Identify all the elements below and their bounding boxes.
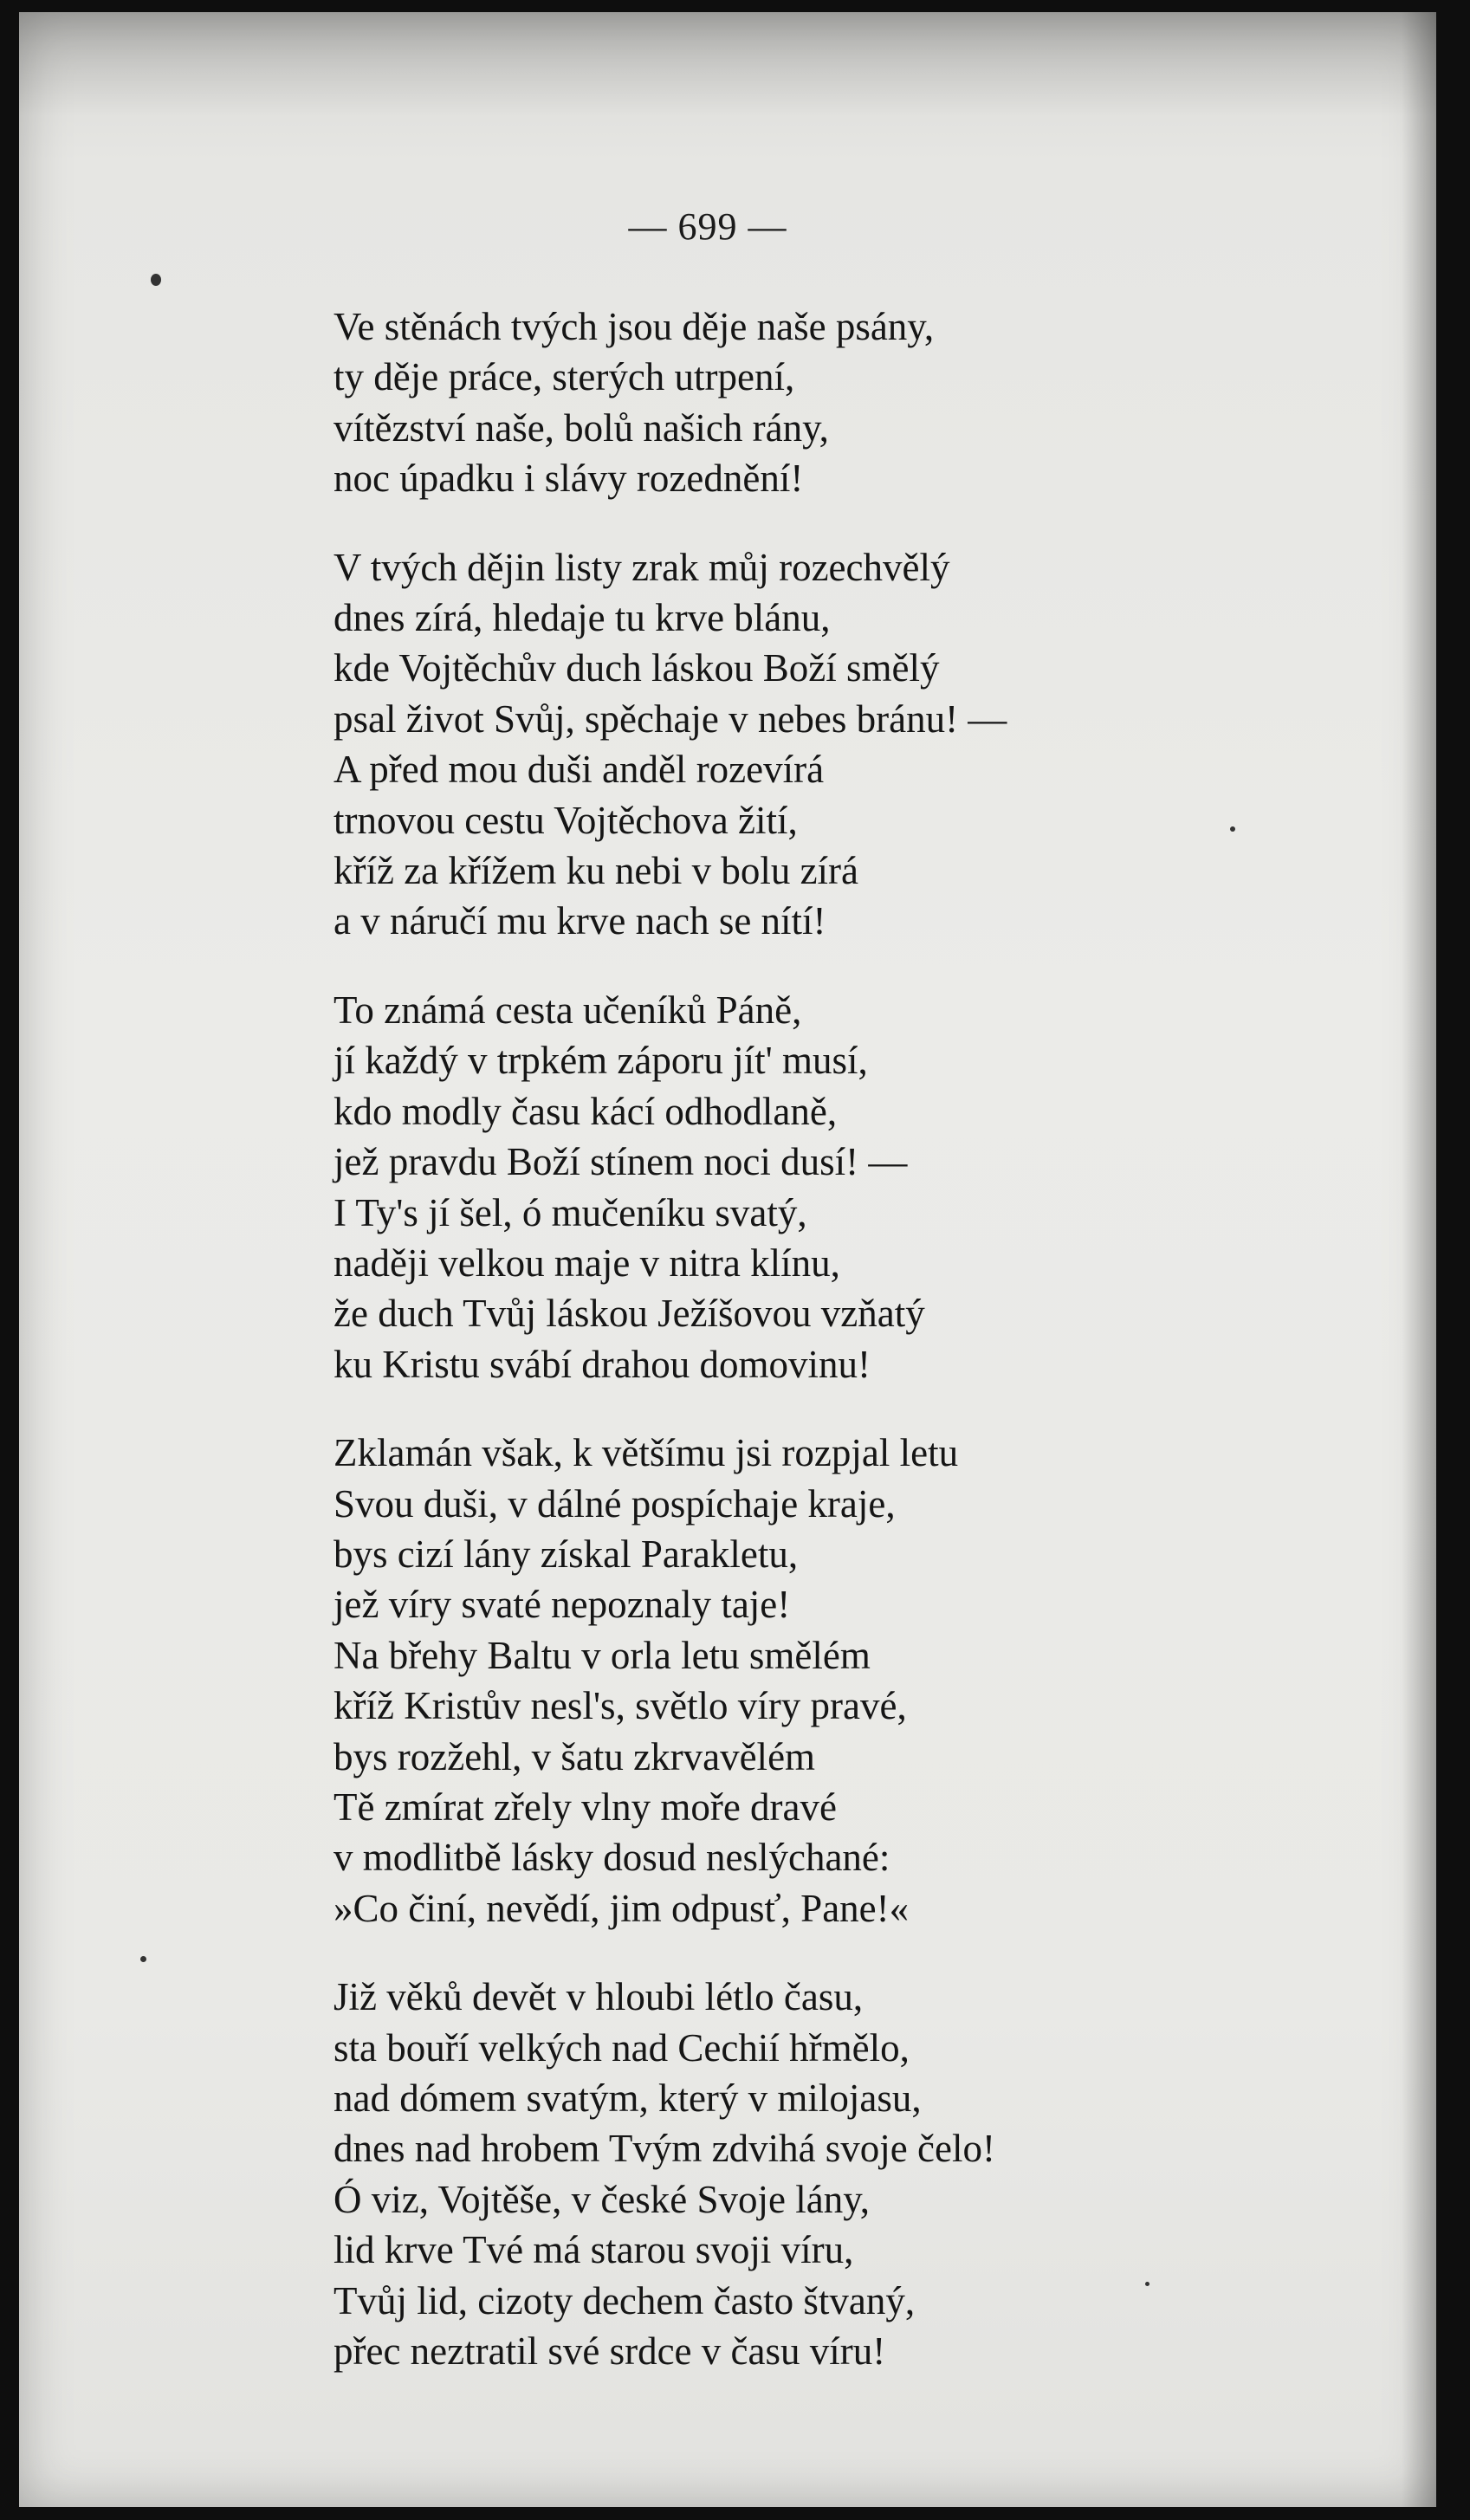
stanza-5 [334,1972,1200,2376]
poem-line: Ve stěnách tvých jsou děje naše psány, [334,305,935,348]
page-shadow-top [19,12,1436,116]
poem-line: psal život Svůj, spěchaje v nebes bránu! — [334,696,1007,741]
poem-line: naději velkou maje v nitra klínu, [334,1241,840,1285]
poem-line: lid krve Tvé má starou svoji víru, [334,2228,854,2272]
poem-line: ku Kristu svábí drahou domovinu! [334,1342,871,1386]
poem-line: I Ty's jí šel, ó mučeníku svatý, [334,1190,807,1234]
poem-line: »Co činí, nevědí, jim odpusť, Pane!« [334,1886,910,1930]
paper-speck [1145,2282,1149,2286]
poem-line: kříž za křížem ku nebi v bolu zírá [334,849,859,893]
poem-line: A před mou duši anděl rozevírá [334,748,825,792]
stanza-1 [334,301,1200,504]
poem-line: Svou duši, v dálné pospíchaje kraje, [334,1481,896,1526]
poem-line: noc úpadku i slávy rozednění! [334,457,804,501]
poem-line: Zklamán však, k většímu jsi rozpjal letu [334,1431,959,1475]
poem-line: bys cizí lány získal Parakletu, [334,1532,799,1576]
poem-line: jí každý v trpkém záporu jít' musí, [334,1039,868,1083]
book-page [19,12,1436,2507]
poem-line: Na břehy Baltu v orla letu smělém [334,1633,871,1677]
poem-line: jež pravdu Boží stínem noci dusí! — [334,1140,908,1184]
poem-line: Tě zmírat zřely vlny moře dravé [334,1785,837,1829]
poem-line: dnes nad hrobem Tvým zdvihá svoje čelo! [334,2127,995,2171]
poem [334,301,1200,2414]
poem-line: To známá cesta učeníků Páně, [334,988,802,1032]
poem-line: nad dómem svatým, který v milojasu, [334,2076,922,2120]
poem-line: trnovou cestu Vojtěchova žití, [334,798,798,842]
poem-line: kříž Kristův nesl's, světlo víry pravé, [334,1684,907,1728]
stanza-2 [334,542,1200,947]
poem-line: Tvůj lid, cizoty dechem často štvaný, [334,2278,916,2322]
poem-line: jež víry svaté nepoznaly taje! [334,1583,791,1627]
poem-line: dnes zírá, hledaje tu krve blánu, [334,596,831,640]
paper-speck [140,1956,146,1962]
poem-line: bys rozžehl, v šatu zkrvavělém [334,1734,816,1778]
poem-line: kde Vojtěchův duch láskou Boží smělý [334,646,940,690]
poem-line: Již věků devět v hloubi létlo času, [334,1975,864,2019]
poem-line: přec neztratil své srdce v času víru! [334,2329,886,2374]
poem-line: vítězství naše, bolů našich rány, [334,405,829,450]
page-shadow-right [1402,12,1436,2507]
stanza-3 [334,985,1200,1390]
poem-line: v modlitbě lásky dosud neslýchané: [334,1836,890,1880]
poem-line: kdo modly času kácí odhodlaně, [334,1089,838,1133]
poem-line: ty děje práce, sterých utrpení, [334,355,795,399]
stanza-4 [334,1428,1200,1934]
paper-speck [151,274,161,286]
poem-line: sta bouří velkých nad Cechií hřmělo, [334,2025,910,2070]
poem-line: V tvých dějin listy zrak můj rozechvělý [334,545,950,589]
paper-speck [1230,826,1235,832]
poem-line: že duch Tvůj láskou Ježíšovou vzňatý [334,1292,925,1336]
poem-line: a v náručí mu krve nach se nítí! [334,899,826,943]
page-number: — 699 — [628,205,787,248]
poem-line: Ó viz, Vojtěše, v české Svoje lány, [334,2177,871,2221]
